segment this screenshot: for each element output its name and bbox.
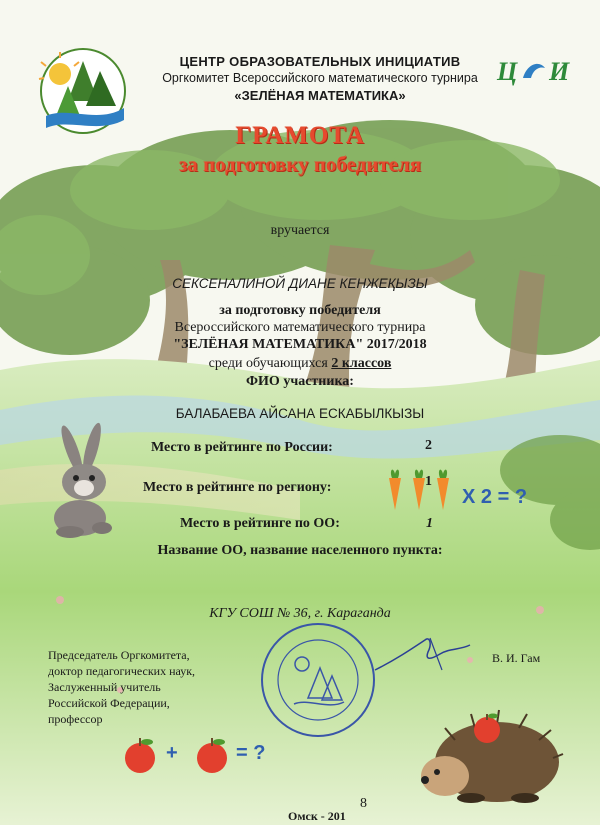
region-rank-value: 1: [425, 474, 432, 489]
signatory-block: [48, 647, 258, 727]
svg-text:И: И: [549, 57, 570, 86]
tournament-line: Всероссийского математического турнира: [174, 320, 426, 335]
apple-icon: [120, 734, 160, 774]
carrot-equation: Х 2 = ?: [462, 486, 528, 508]
grade-value: 2 классов: [331, 356, 392, 371]
committee-line: Оргкомитет Всероссийского математического турнира: [162, 71, 478, 85]
participant-name: БАЛАБАЕВА АЙСАНА ЕСКАБЫЛКЫЗЫ: [175, 406, 425, 421]
apple-equation: = ?: [236, 742, 266, 764]
hedgehog-icon: [415, 700, 565, 805]
signatory-line-1: Председатель Оргкомитета,: [48, 648, 190, 662]
school-label: Название ОО, название населенного пункта:: [157, 543, 443, 558]
russia-rank-value: 2: [425, 438, 432, 453]
school-value: КГУ СОШ № 36, г. Караганда: [209, 606, 391, 621]
teacher-name: СЕКСЕНАЛИНОЙ ДИАНЕ КЕНЖЕҚЫЗЫ: [172, 276, 428, 291]
signatory-line-5: профессор: [48, 712, 103, 726]
official-stamp: [258, 620, 378, 740]
participant-label: ФИО участника:: [246, 374, 354, 389]
russia-rank-label: Место в рейтинге по России:: [151, 440, 333, 455]
signatory-line-3: Заслуженный учитель: [48, 680, 161, 694]
apple-plus: +: [166, 742, 178, 764]
tournament-year: "ЗЕЛЁНАЯ МАТЕМАТИКА" 2017/2018: [173, 337, 427, 352]
certificate-title: ГРАМОТА: [235, 122, 365, 149]
awarded-text: вручается: [270, 223, 330, 238]
carrots-icon: [383, 464, 463, 514]
footer-year-digit: 8: [360, 796, 367, 811]
signature-scribble: [370, 630, 480, 680]
org-name: ЦЕНТР ОБРАЗОВАТЕЛЬНЫХ ИНИЦИАТИВ: [179, 54, 461, 69]
svg-text:Ц: Ц: [497, 57, 518, 86]
signatory-name: В. И. Гам: [492, 651, 541, 665]
among-prefix: среди обучающихся: [208, 356, 328, 371]
signatory-line-2: доктор педагогических наук,: [48, 664, 196, 678]
school-rank-value: 1: [426, 516, 433, 531]
apple-icon-2: [192, 734, 232, 774]
signatory-line-4: Российской Федерации,: [48, 696, 170, 710]
footer-city: Омск - 201: [288, 809, 346, 823]
for-preparing: за подготовку победителя: [219, 303, 381, 318]
school-rank-label: Место в рейтинге по ОО:: [180, 516, 340, 531]
tournament-name: «ЗЕЛЁНАЯ МАТЕМАТИКА»: [234, 88, 406, 103]
region-rank-label: Место в рейтинге по региону:: [143, 480, 332, 495]
rabbit-icon: [40, 420, 130, 540]
grade-line: [80, 356, 520, 372]
certificate-subtitle: за подготовку победителя: [178, 152, 422, 176]
